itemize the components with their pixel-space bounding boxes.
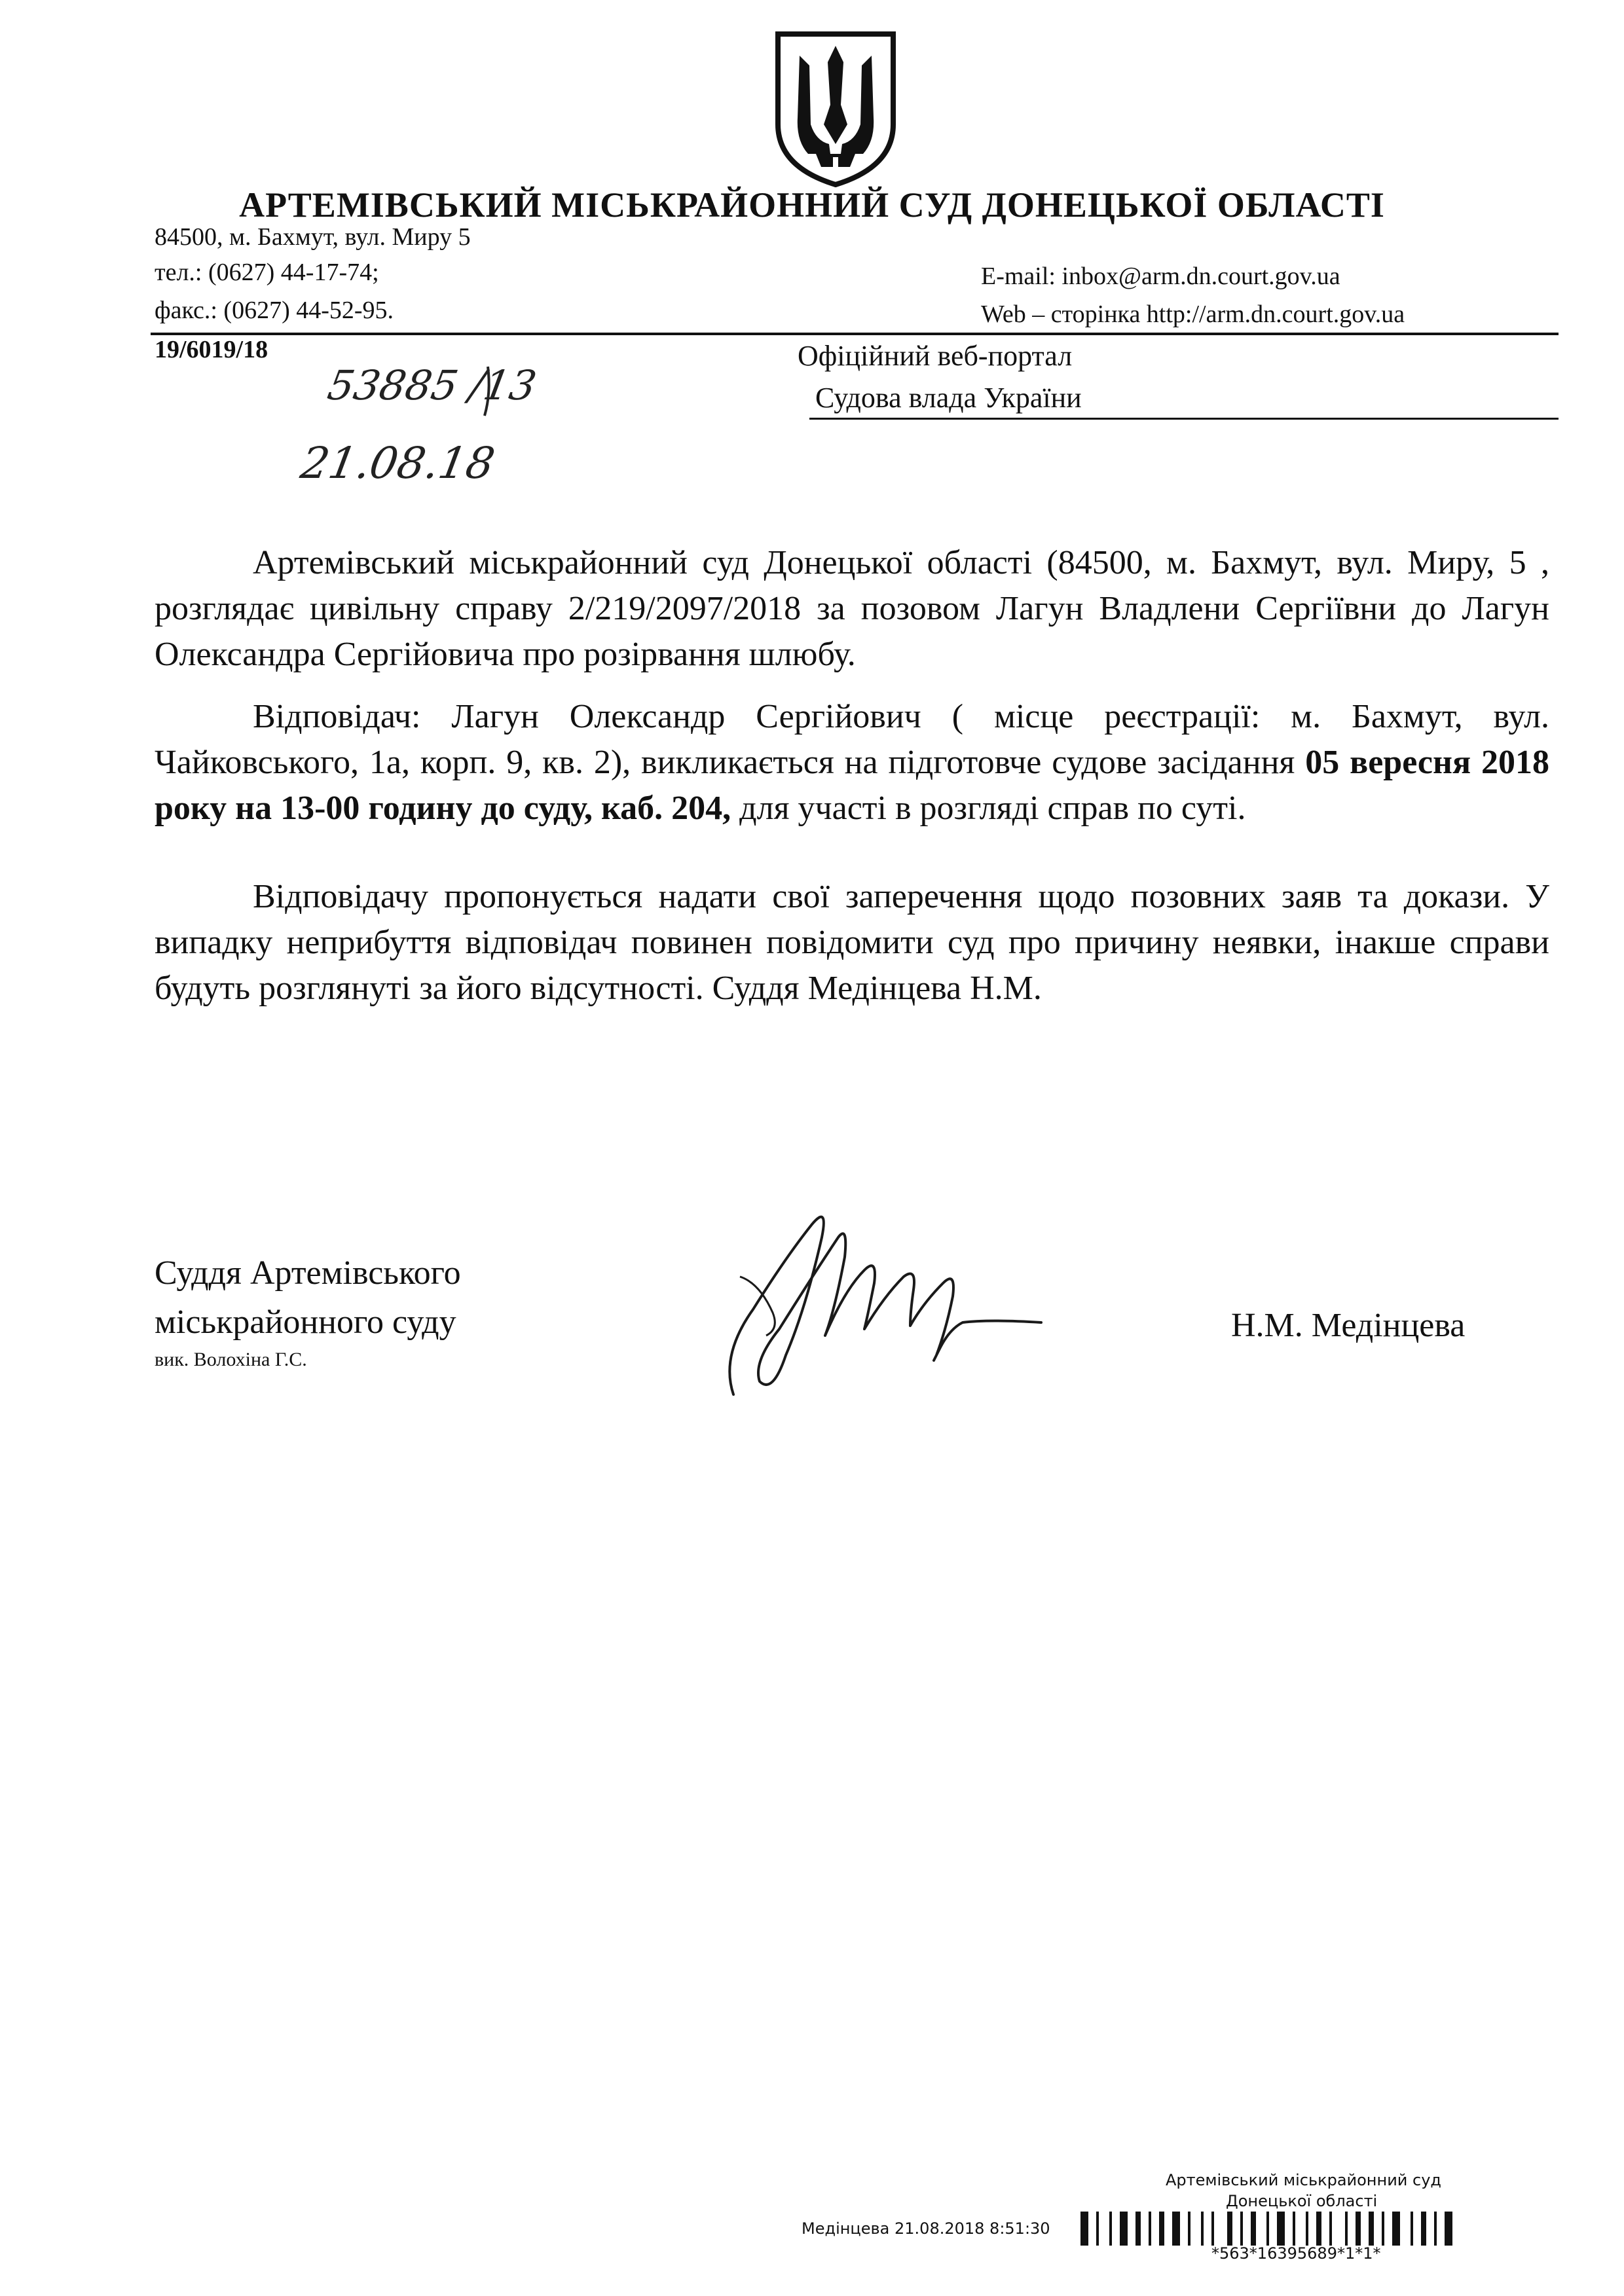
stamp-court-line-2: Донецької області [1226, 2192, 1378, 2210]
barcode-bar [1251, 2212, 1256, 2246]
hearing-date-time: 05 вересня 2018 року на 13-00 годину до суду, каб. 204, [155, 744, 1549, 827]
body-paragraph-2 [155, 694, 1549, 831]
handwritten-date: 21.08.18 [297, 437, 499, 488]
barcode-bar [1159, 2212, 1164, 2246]
barcode-bar [1316, 2212, 1321, 2246]
executor-name: вик. Волохіна Г.С. [155, 1349, 307, 1370]
barcode-bar [1293, 2212, 1295, 2246]
recipient-line-1: Офіційний веб-портал [798, 340, 1073, 372]
handwritten-reg-number: 53885 /13 [324, 361, 540, 409]
handwritten-signature [714, 1198, 1054, 1408]
barcode-bar [1392, 2212, 1400, 2246]
stamp-user-datetime: Медінцева 21.08.2018 8:51:30 [802, 2219, 1050, 2238]
barcode-text: *563*16395689*1*1* [1211, 2244, 1381, 2263]
barcode-bar [1240, 2212, 1243, 2246]
barcode-bar [1188, 2212, 1190, 2246]
court-fax: факс.: (0627) 44-52-95. [155, 297, 394, 324]
barcode [1080, 2212, 1545, 2246]
barcode-bar [1149, 2212, 1151, 2246]
barcode-bar [1434, 2212, 1437, 2246]
barcode-bar [1109, 2212, 1112, 2246]
outgoing-number: 19/6019/18 [155, 336, 268, 363]
barcode-bar [1345, 2212, 1348, 2246]
barcode-bar [1201, 2212, 1204, 2246]
barcode-bar [1369, 2212, 1374, 2246]
signer-position-line-1: Суддя Артемівського [155, 1254, 461, 1292]
body-paragraph-1: Артемівський міськрайонний суд Донецької області (84500, м. Бахмут, вул. Миру, 5 , розглядає цивільну справу 2/219/2097/2018 за позовом Лагун Владлени Сергіївни до Лагун Олександра Сергійовича про розірвання шлюбу. [155, 544, 1549, 673]
barcode-bar [1445, 2212, 1452, 2246]
judge-name: Н.М. Медінцева [1231, 1307, 1466, 1344]
court-email: E-mail: inbox@arm.dn.court.gov.ua [981, 263, 1340, 290]
court-phone: тел.: (0627) 44-17-74; [155, 259, 379, 286]
barcode-bar [1266, 2212, 1269, 2246]
court-name-heading: АРТЕМІВСЬКИЙ МІСЬКРАЙОННИЙ СУД ДОНЕЦЬКОЇ ОБЛАСТІ [239, 185, 1385, 225]
barcode-bar [1356, 2212, 1361, 2246]
recipient-underline [809, 418, 1559, 420]
barcode-bar [1172, 2212, 1180, 2246]
barcode-bar [1080, 2212, 1088, 2246]
barcode-bar [1211, 2212, 1214, 2246]
p2-text-start: Відповідач: Лагун Олександр Сергійович ( місце реєстрації: м. Бахмут, вул. Чайковського, 1а, корп. 9, кв. 2), викликається на підготовче судове засідання [155, 698, 1549, 781]
coat-of-arms-icon [770, 26, 901, 190]
court-website: Web – сторінка http://arm.dn.court.gov.ua [981, 301, 1405, 328]
barcode-bar [1135, 2212, 1141, 2246]
signer-position-line-2: міськрайонного суду [155, 1303, 456, 1341]
header-divider [151, 333, 1559, 335]
p2-text-end: для участі в розгляді справ по суті. [731, 790, 1246, 827]
handwritten-registration [295, 354, 602, 504]
recipient-line-2: Судова влада України [815, 382, 1082, 414]
body-paragraph-3: Відповідачу пропонується надати свої заперечення щодо позовних заяв та докази. У випадку неприбуття відповідач повинен повідомити суд про причину неявки, інакше справи будуть розглянуті за його відсутності. Суддя Медінцева Н.М. [155, 878, 1549, 1007]
stamp-court-line-1: Артемівський міськрайонний суд [1166, 2171, 1442, 2189]
barcode-bar [1096, 2212, 1099, 2246]
barcode-bar [1411, 2212, 1413, 2246]
barcode-bar [1329, 2212, 1332, 2246]
barcode-bar [1277, 2212, 1285, 2246]
barcode-bar [1382, 2212, 1384, 2246]
barcode-bar [1120, 2212, 1128, 2246]
barcode-bar [1421, 2212, 1426, 2246]
barcode-bar [1227, 2212, 1232, 2246]
barcode-bar [1306, 2212, 1308, 2246]
court-address: 84500, м. Бахмут, вул. Миру 5 [155, 223, 471, 251]
